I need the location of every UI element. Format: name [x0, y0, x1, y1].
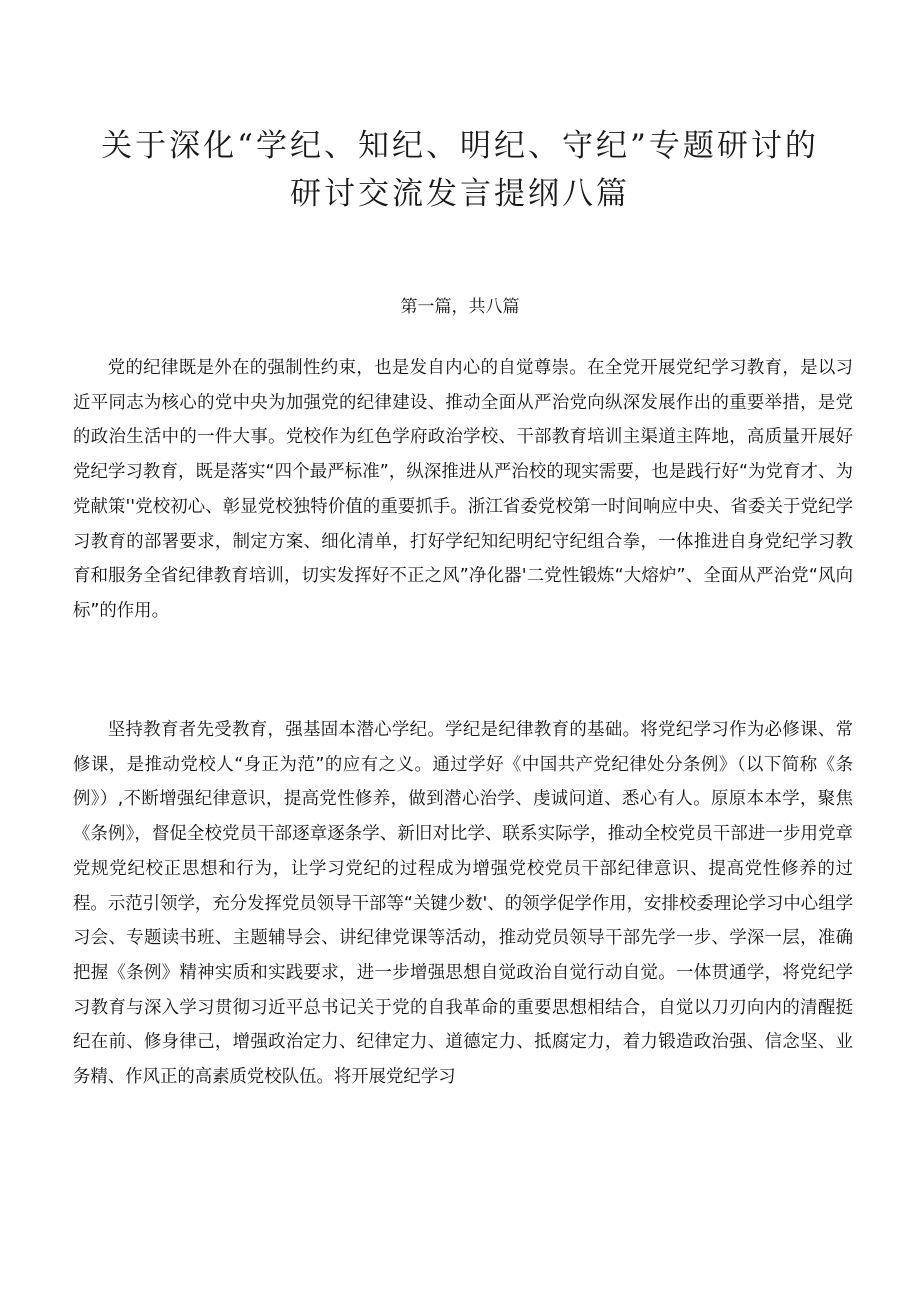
- body-paragraph-1: 党的纪律既是外在的强制性约束，也是发自内心的自觉尊崇。在全党开展党纪学习教育，是以习近平同志为核心的党中央为加强党的纪律建设、推动全面从严治党向纵深发展作出的重要举措，是党的政治生活中的一件大事。党校作为红色学府政治学校、干部教育培训主渠道主阵地，高质量开展好党纪学习教育，既是落实“四个最严标准”，纵深推进从严治校的现实需要，也是践行好“为党育才、为党献策''党校初心、彰显党校独特价值的重要抓手。浙江省委党校第一时间响应中央、省委关于党纪学习教育的部署要求，制定方案、细化清单，打好学纪知纪明纪守纪组合拳，一体推进自身党纪学习教育和服务全省纪律教育培训，切实发挥好不正之风”净化器'二党性锻炼“大熔炉”、全面从严治党“风向标”的作用。: [73, 358, 853, 621]
- document-title-line-2: 研讨交流发言提纲八篇: [290, 176, 630, 212]
- section-heading: 第一篇，共八篇: [400, 297, 520, 317]
- document-title-line-1: 关于深化“学纪、知纪、明纪、守纪”专题研讨的: [101, 128, 819, 164]
- body-paragraph-2: 坚持教育者先受教育，强基固本潜心学纪。学纪是纪律教育的基础。将党纪学习作为必修课、常修课，是推动党校人“身正为范”的应有之义。通过学好《中国共产党纪律处分条例》（以下简称《条例》）,不断增强纪律意识，提高党性修养，做到潜心治学、虔诚问道、悉心有人。原原本本学，聚焦《条例》，督促全校党员干部逐章逐条学、新旧对比学、联系实际学，推动全校党员干部进一步用党章党规党纪校正思想和行为，让学习党纪的过程成为增强党校党员干部纪律意识、提高党性修养的过程。示范引领学，充分发挥党员领导干部等“关键少数'、的领学促学作用，安排校委理论学习中心组学习会、专题读书班、主题辅导会、讲纪律党课等活动，推动党员领导干部先学一步、学深一层，准确把握《条例》精神实质和实践要求，进一步增强思想自觉政治自觉行动自觉。一体贯通学，将党纪学习教育与深入学习贯彻习近平总书记关于党的自我革命的重要思想相结合，自觉以刀刃向内的清醒挺纪在前、修身律己，增强政治定力、纪律定力、道德定力、抵腐定力，着力锻造政治强、信念坚、业务精、作风正的高素质党校队伍。将开展党纪学习: [73, 720, 853, 1088]
- document-title: [60, 122, 860, 218]
